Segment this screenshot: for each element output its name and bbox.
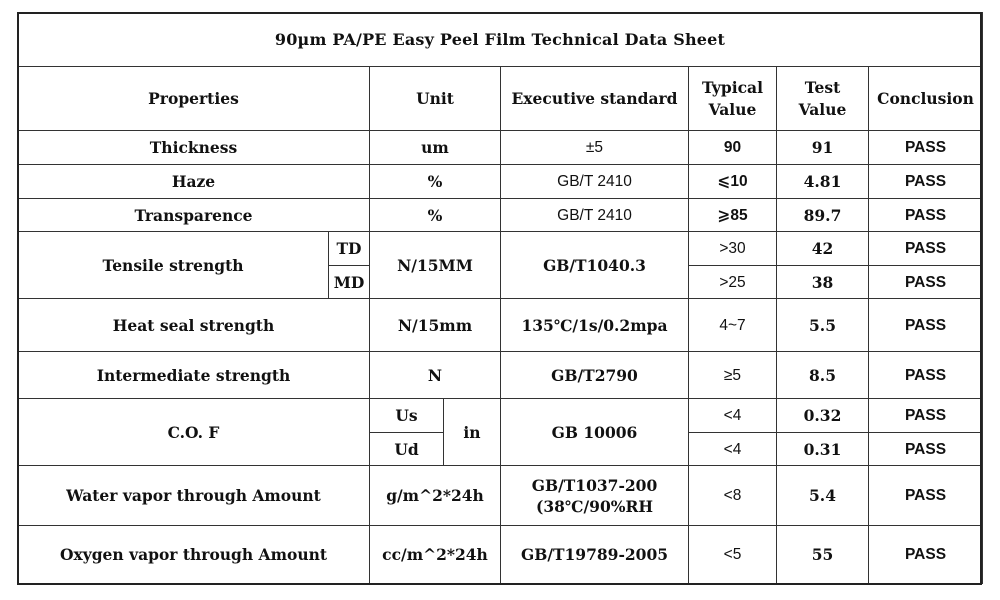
typical-heat-seal: 4~7 <box>689 299 777 352</box>
property-tensile: Tensile strength <box>18 232 329 299</box>
test-heat-seal: 5.5 <box>777 299 869 352</box>
standard-tensile: GB/T1040.3 <box>501 232 689 299</box>
typical-haze: ⩽10 <box>689 165 777 199</box>
unit-heat-seal: N/15mm <box>370 299 501 352</box>
unit-thickness: um <box>370 131 501 165</box>
direction-us: Us <box>370 399 444 433</box>
property-heat-seal: Heat seal strength <box>18 299 370 352</box>
header-typical-value: Typical Value <box>689 67 777 131</box>
standard-water-vapor-line1: GB/T1037-200 <box>531 475 658 495</box>
typical-transparence: ⩾85 <box>689 199 777 232</box>
property-water-vapor: Water vapor through Amount <box>18 466 370 526</box>
test-haze: 4.81 <box>777 165 869 199</box>
unit-intermediate: N <box>370 352 501 399</box>
standard-oxygen-vapor: GB/T19789-2005 <box>501 526 689 584</box>
unit-transparence: % <box>370 199 501 232</box>
conclusion-transparence: PASS <box>869 199 983 232</box>
test-thickness: 91 <box>777 131 869 165</box>
property-transparence: Transparence <box>18 199 370 232</box>
unit-cof: in <box>444 399 501 466</box>
header-conclusion: Conclusion <box>869 67 983 131</box>
standard-thickness: ±5 <box>501 131 689 165</box>
standard-intermediate: GB/T2790 <box>501 352 689 399</box>
direction-td: TD <box>329 232 370 266</box>
unit-water-vapor: g/m^2*24h <box>370 466 501 526</box>
typical-intermediate: ≥5 <box>689 352 777 399</box>
typical-water-vapor: <8 <box>689 466 777 526</box>
typical-oxygen-vapor: <5 <box>689 526 777 584</box>
typical-cof-ud: <4 <box>689 433 777 466</box>
table-outer-border <box>17 12 982 585</box>
direction-md: MD <box>329 266 370 299</box>
typical-cof-us: <4 <box>689 399 777 433</box>
standard-haze: GB/T 2410 <box>501 165 689 199</box>
test-intermediate: 8.5 <box>777 352 869 399</box>
conclusion-cof-ud: PASS <box>869 433 983 466</box>
unit-oxygen-vapor: cc/m^2*24h <box>370 526 501 584</box>
conclusion-cof-us: PASS <box>869 399 983 433</box>
standard-cof: GB 10006 <box>501 399 689 466</box>
header-executive-standard: Executive standard <box>501 67 689 131</box>
standard-transparence: GB/T 2410 <box>501 199 689 232</box>
header-test-value: Test Value <box>777 67 869 131</box>
property-cof: C.O. F <box>18 399 370 466</box>
header-unit: Unit <box>370 67 501 131</box>
unit-haze: % <box>370 165 501 199</box>
conclusion-water-vapor: PASS <box>869 466 983 526</box>
property-intermediate: Intermediate strength <box>18 352 370 399</box>
conclusion-tensile-td: PASS <box>869 232 983 266</box>
test-tensile-td: 42 <box>777 232 869 266</box>
conclusion-oxygen-vapor: PASS <box>869 526 983 584</box>
standard-heat-seal: 135℃/1s/0.2mpa <box>501 299 689 352</box>
conclusion-thickness: PASS <box>869 131 983 165</box>
test-cof-us: 0.32 <box>777 399 869 433</box>
typical-tensile-md: >25 <box>689 266 777 299</box>
conclusion-intermediate: PASS <box>869 352 983 399</box>
conclusion-tensile-md: PASS <box>869 266 983 299</box>
property-thickness: Thickness <box>18 131 370 165</box>
test-oxygen-vapor: 55 <box>777 526 869 584</box>
test-cof-ud: 0.31 <box>777 433 869 466</box>
test-tensile-md: 38 <box>777 266 869 299</box>
test-transparence: 89.7 <box>777 199 869 232</box>
property-oxygen-vapor: Oxygen vapor through Amount <box>18 526 370 584</box>
typical-tensile-td: >30 <box>689 232 777 266</box>
conclusion-heat-seal: PASS <box>869 299 983 352</box>
unit-tensile: N/15MM <box>370 232 501 299</box>
standard-water-vapor-line2: (38℃/90%RH <box>536 496 653 516</box>
conclusion-haze: PASS <box>869 165 983 199</box>
header-properties: Properties <box>18 67 370 131</box>
sheet-title: 90µm PA/PE Easy Peel Film Technical Data Sheet <box>18 13 983 67</box>
direction-ud: Ud <box>370 433 444 466</box>
typical-thickness: 90 <box>689 131 777 165</box>
property-haze: Haze <box>18 165 370 199</box>
test-water-vapor: 5.4 <box>777 466 869 526</box>
